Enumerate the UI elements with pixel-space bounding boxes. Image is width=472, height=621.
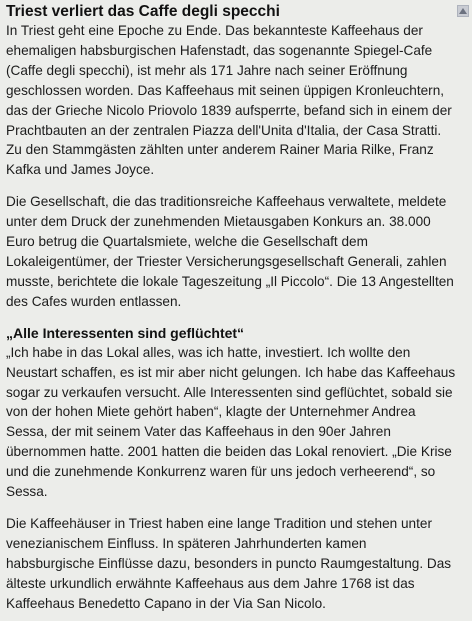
spacer xyxy=(6,180,456,192)
paragraph-4: Die Kaffeehäuser in Triest haben eine lange Tradition und stehen unter venezianischem Einfluss. In späteren Jahrhunderten kamen habsburgische Einflüsse dazu, besonders in puncto Raumgestaltung. Das älteste urkundlich erwähnte Kaffeehaus aus dem Jahre 1768 ist das Kaffeehaus Benedetto Capano in der Via San Nicolo. xyxy=(6,515,452,611)
subheading: „Alle Interessenten sind geflüchtet“ xyxy=(6,324,245,341)
triangle-up-icon xyxy=(459,8,467,14)
article-title: Triest verliert das Caffe degli specchi xyxy=(6,3,280,20)
spacer xyxy=(6,502,456,514)
paragraph-3: „Ich habe in das Lokal alles, was ich hatte, investiert. Ich wollte den Neustart schaffen, es ist mir aber nicht gelungen. Ich habe das Kaffeehaus sogar zu verkaufen versucht. Alle Interessenten sind geflüchtet, sobald sie von der hohen Miete gehört haben“, klagte der Unternehmer Andrea Sessa, der mit seinem Vater das Kaffeehaus in den 90er Jahren übernommen hatte. 2001 hatten die beiden das Lokal renoviert. „Die Krise und die zunehmende Konkurrenz waren für uns jedoch verheerend“, so Sessa. xyxy=(6,344,456,500)
article xyxy=(6,2,456,613)
paragraph-2: Die Gesellschaft, die das traditionsreiche Kaffeehaus verwaltete, meldete unter dem Druck der zunehmenden Mietausgaben Konkurs an. 38.000 Euro betrug die Quartalsmiete, welche die Gesellschaft dem Lokaleigentümer, der Triester Versicherungsgesellschaft Generali, zahlen musste, berichtete die lokale Tageszeitung „Il Piccolo“. Die 13 Angestellten des Cafes wurden entlassen. xyxy=(6,194,454,309)
scroll-up-button[interactable] xyxy=(457,5,469,17)
paragraph-1: In Triest geht eine Epoche zu Ende. Das bekannteste Kaffeehaus der ehemaligen habsburgischen Hafenstadt, das sogenannte Spiegel-Cafe (Caffe degli specchi), ist mehr als 171 Jahre nach seiner Eröffnung geschlossen worden. Das Kaffeehaus mit seinen üppigen Kronleuchtern, das der Grieche Nicolo Priovolo 1839 aufsperrte, befand sich in einem der Prachtbauten an der zentralen Piazza dell'Unita d'Italia, der Casa Stratti. Zu den Stammgästen zählten unter anderem Rainer Maria Rilke, Franz Kafka und James Joyce. xyxy=(6,23,452,178)
spacer xyxy=(6,312,456,324)
